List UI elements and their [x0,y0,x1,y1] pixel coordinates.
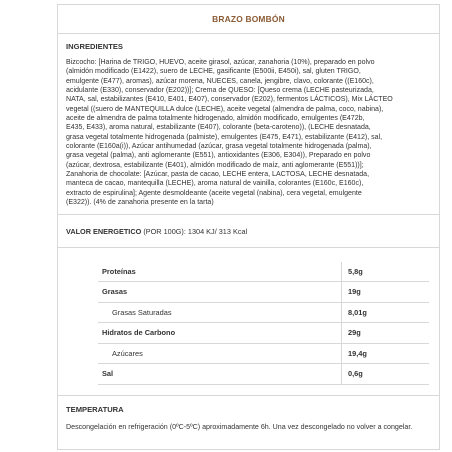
ingredients-line: aceite de almendra de palma totalmente hidrogenado, almidón modificado, emulgentes (E472b, [66,115,365,123]
nutrition-row [98,343,429,364]
ingredients-line: grasa vegetal totalmente hidrogenada (palmiste), emulgentes (E475, E471), estabilizante (E412), sal, [66,133,383,141]
energy-section [58,214,439,247]
ingredients-line: (azúcar, dextrosa, estabilizante (E401), almidón modificado de maíz, anti aglomerante (E551))]; [66,161,364,169]
ingredients-line: (almidón modificado (E1422), suero de LECHE, gasificante (E500ii, E450i), sal, gluten TRIGO, [66,68,361,76]
product-sheet [57,4,440,450]
ingredients-line: E435, E433), aroma natural, estabilizante (E407), colorante (beta-caroteno)), (LECHE desnatada, [66,124,371,132]
nutrient-name: Grasas Saturadas [98,302,342,323]
nutrient-value: 29g [342,323,429,344]
ingredients-line: vegetal ((suero de MANTEQUILLA dulce (LECHE), aceite vegetal (almendra de palma, coco, nabina), [66,105,384,113]
nutrient-value: 0,6g [342,364,429,385]
nutrition-row [98,262,429,282]
temperature-heading: TEMPERATURA [66,404,124,414]
ingredients-heading: INGREDIENTES [66,42,123,51]
ingredients-line: grasa vegetal (palma), anti aglomerante (E551), antioxidantes (E306, E304)), Preparado en polvo [66,152,371,160]
nutrient-name: Grasas [98,282,342,303]
energy-label: VALOR ENERGETICO [66,226,142,236]
nutrition-table [98,262,429,385]
temperature-text: Descongelación en refrigeración (0ºC-5ºC) aproximadamente 6h. Una vez descongelado no volver a congelar. [66,422,413,431]
nutrient-name: Sal [98,364,342,385]
ingredients-line: Bizcocho: [Harina de TRIGO, HUEVO, aceite girasol, azúcar, zanahoria (10%), preparado en polvo [66,59,375,66]
nutrient-value: 8,01g [342,302,429,323]
ingredients-line: (E322)). (4% de zanahoria presente en la tarta) [66,199,214,207]
energy-value: 1304 KJ/ 313 Kcal [187,226,248,236]
ingredients-line: manteca de cacao, mantequilla (LECHE), aroma natural de vainilla, colorantes (E160c, E160c), [66,180,364,188]
temperature-section [58,395,439,433]
ingredients-line: acidulante (E330), conservador (E202))]; Crema de QUESO: [Queso crema (LECHE pasteurizada, [66,87,374,95]
nutrition-row [98,282,429,303]
nutrition-row [98,323,429,344]
energy-basis: (POR 100G): [143,226,186,236]
ingredients-line: Zanahoria de chocolate: [Azúcar, pasta de cacao, LECHE entera, LACTOSA, LECHE desnatada, [66,171,370,179]
product-title: BRAZO BOMBÓN [58,5,439,34]
ingredients-line: NATA, sal, estabilizantes (E410, E401, E407), conservador (E202), fermentos LÁCTICOS), Mix LÁCTEO [66,96,393,104]
nutrient-name: Hidratos de Carbono [98,323,342,344]
nutrient-name: Azúcares [98,343,342,364]
ingredients-line: emulgente (E477), aromas), azúcar morena, NUECES, canela, jengibre, clavo, colorante ((E160c), [66,77,374,85]
ingredients-section [58,34,439,214]
nutrition-row [98,364,429,385]
nutrition-section [58,247,439,395]
nutrition-row [98,302,429,323]
ingredients-text [58,51,439,214]
ingredients-line: colorante (E160a(i)), Azúcar antihumedad (azúcar, grasa vegetal totalmente hidrogenada (palma), [66,143,372,151]
nutrient-value: 19,4g [342,343,429,364]
ingredients-line: extracto de espirulina]; Agente desmoldeante (aceite vegetal (nabina), cera vegetal, emulgente [66,189,362,197]
nutrient-name: Proteínas [98,262,342,282]
nutrient-value: 5,8g [342,262,429,282]
nutrient-value: 19g [342,282,429,303]
